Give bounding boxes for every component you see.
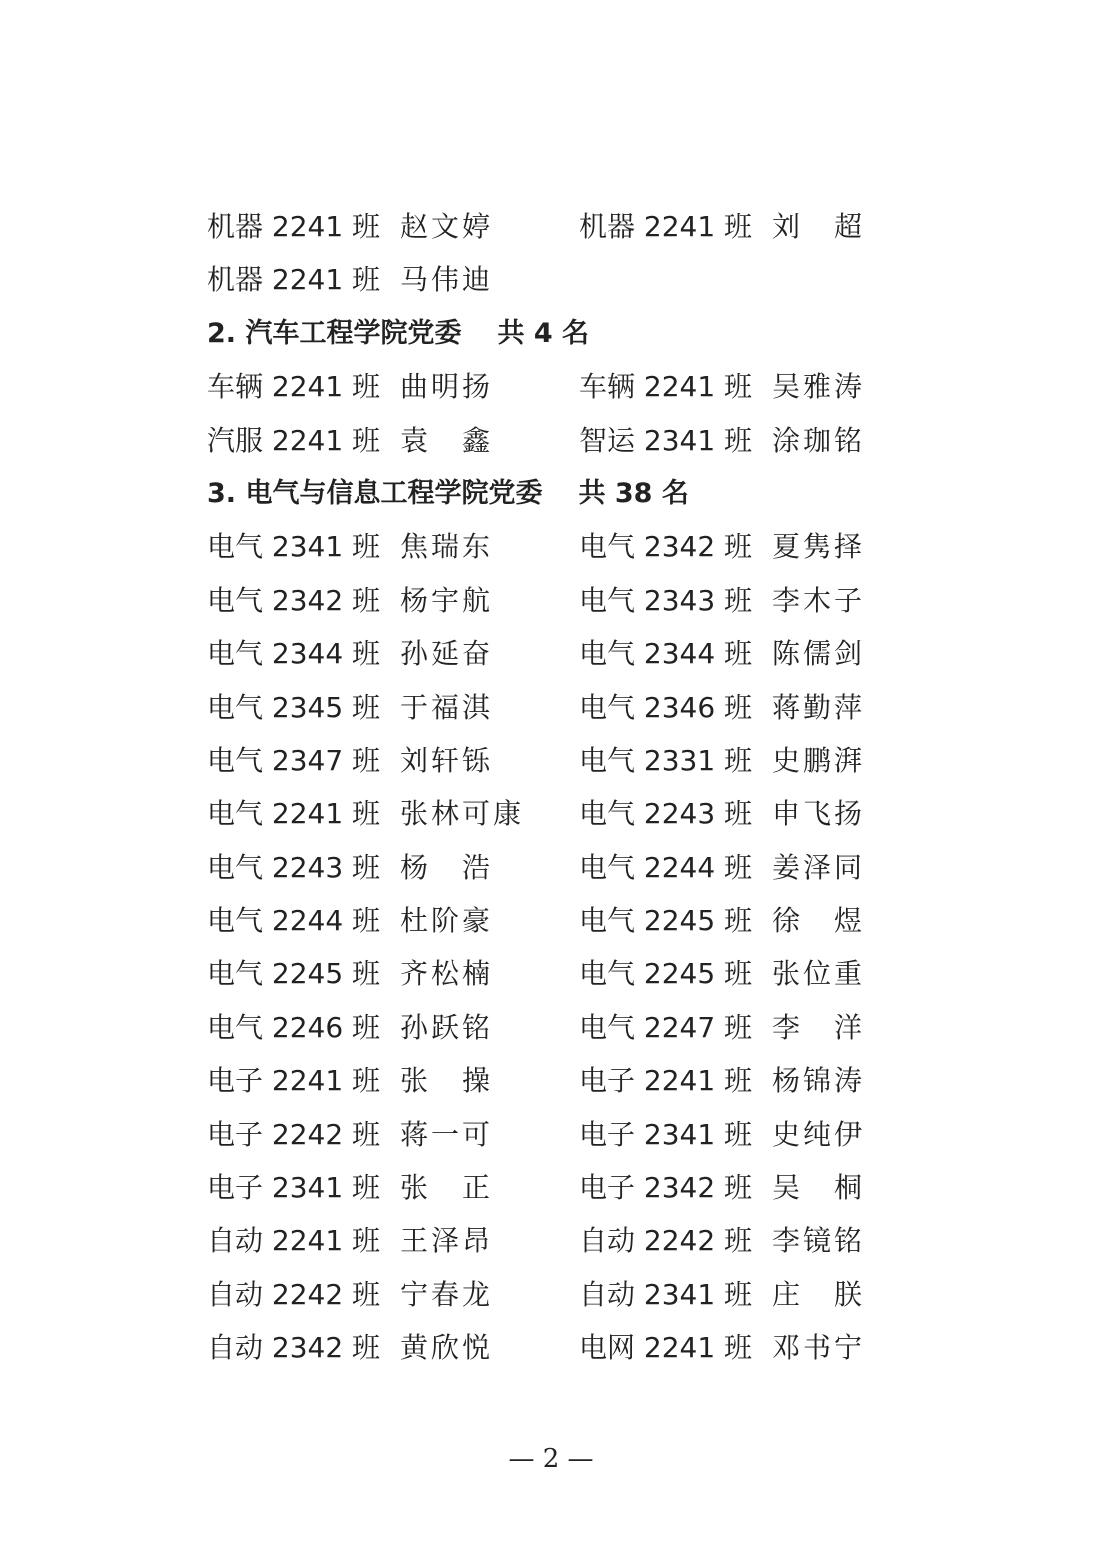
class-label: 电气 2245 班 [579,904,753,938]
class-label: 自动 2242 班 [579,1224,753,1258]
class-label: 电气 2245 班 [579,957,753,991]
student-name: 徐 煜 [772,904,866,938]
class-label: 电气 2243 班 [207,850,381,884]
roster-row [207,734,907,787]
student-name: 杨 浩 [400,850,494,884]
student-name: 李 洋 [772,1010,866,1044]
student-name: 孙延奋 [400,637,494,671]
student-name: 李镜铭 [772,1224,866,1258]
student-name: 于福淇 [400,690,494,724]
roster-row [207,1054,907,1107]
student-name: 杨宇航 [400,583,494,617]
student-name: 杜阶豪 [400,904,494,938]
student-name: 齐松楠 [400,957,494,991]
student-name: 蒋勤萍 [772,690,866,724]
class-label: 电气 2243 班 [579,797,753,831]
class-label: 电气 2343 班 [579,583,753,617]
student-name: 孙跃铭 [400,1010,494,1044]
roster-row [207,414,907,467]
class-label: 机器 2241 班 [207,263,381,297]
student-name: 庄 朕 [772,1277,866,1311]
class-label: 汽服 2241 班 [207,423,381,457]
roster-row [207,841,907,894]
section-title: 3. 电气与信息工程学院党委 [207,477,543,509]
page-number: — 2 — [508,1444,594,1474]
student-name: 杨锦涛 [772,1064,866,1098]
student-name: 王泽昂 [400,1224,494,1258]
student-name: 张林可康 [400,797,525,831]
class-label: 电气 2247 班 [579,1010,753,1044]
roster-row [207,574,907,627]
class-label: 电气 2241 班 [207,797,381,831]
class-label: 车辆 2241 班 [579,370,753,404]
class-label: 智运 2341 班 [579,423,753,457]
roster-row [207,787,907,840]
class-label: 电气 2244 班 [579,850,753,884]
class-label: 电子 2341 班 [207,1171,381,1205]
student-name: 宁春龙 [400,1277,494,1311]
roster-row [207,1001,907,1054]
section-count: 共 4 名 [497,317,590,349]
roster-content [207,200,907,1375]
roster-row [207,360,907,413]
student-name: 袁 鑫 [400,423,494,457]
student-name: 黄欣悦 [400,1331,494,1365]
class-label: 车辆 2241 班 [207,370,381,404]
student-name: 蒋一可 [400,1117,494,1151]
student-name: 刘 超 [772,210,866,243]
class-label: 机器 2241 班 [207,210,381,243]
class-label: 电气 2345 班 [207,690,381,724]
student-name: 夏隽择 [772,530,866,564]
student-name: 马伟迪 [400,263,494,297]
student-name: 邓书宁 [772,1331,866,1365]
student-name: 焦瑞东 [400,530,494,564]
student-name: 张 正 [400,1171,494,1205]
roster-row [207,253,907,306]
class-label: 自动 2241 班 [207,1224,381,1258]
student-name: 吴 桐 [772,1171,866,1205]
class-label: 电气 2245 班 [207,957,381,991]
class-label: 电子 2241 班 [579,1064,753,1098]
roster-row [207,1268,907,1321]
student-name: 刘轩铄 [400,743,494,777]
student-name: 陈儒剑 [772,637,866,671]
class-label: 自动 2341 班 [579,1277,753,1311]
student-name: 李木子 [772,583,866,617]
class-label: 电子 2341 班 [579,1117,753,1151]
class-label: 机器 2241 班 [579,210,753,243]
section-heading [207,467,907,520]
roster-row [207,947,907,1000]
roster-row [207,1108,907,1161]
roster-row [207,681,907,734]
class-label: 电气 2342 班 [579,530,753,564]
class-label: 电气 2344 班 [207,637,381,671]
class-label: 电网 2241 班 [579,1331,753,1365]
student-name: 史纯伊 [772,1117,866,1151]
student-name: 涂珈铭 [772,423,866,457]
roster-row [207,894,907,947]
class-label: 电子 2241 班 [207,1064,381,1098]
class-label: 电气 2246 班 [207,1010,381,1044]
student-name: 史鹏湃 [772,743,866,777]
student-name: 张位重 [772,957,866,991]
roster-row [207,627,907,680]
roster-row [207,1321,907,1374]
class-label: 电气 2331 班 [579,743,753,777]
student-name: 赵文婷 [400,210,494,243]
class-label: 电气 2347 班 [207,743,381,777]
roster-row [207,1161,907,1214]
class-label: 电子 2242 班 [207,1117,381,1151]
class-label: 电子 2342 班 [579,1171,753,1205]
roster-row [207,520,907,573]
student-name: 张 操 [400,1064,494,1098]
roster-row [207,1214,907,1267]
student-name: 姜泽同 [772,850,866,884]
section-count: 共 38 名 [578,477,689,509]
class-label: 自动 2342 班 [207,1331,381,1365]
section-heading [207,307,907,360]
class-label: 电气 2342 班 [207,583,381,617]
class-label: 电气 2244 班 [207,904,381,938]
student-name: 吴雅涛 [772,370,866,404]
student-name: 曲明扬 [400,370,494,404]
class-label: 自动 2242 班 [207,1277,381,1311]
student-name: 申飞扬 [772,797,866,831]
class-label: 电气 2341 班 [207,530,381,564]
roster-row [207,200,907,253]
section-title: 2. 汽车工程学院党委 [207,317,462,349]
class-label: 电气 2346 班 [579,690,753,724]
class-label: 电气 2344 班 [579,637,753,671]
